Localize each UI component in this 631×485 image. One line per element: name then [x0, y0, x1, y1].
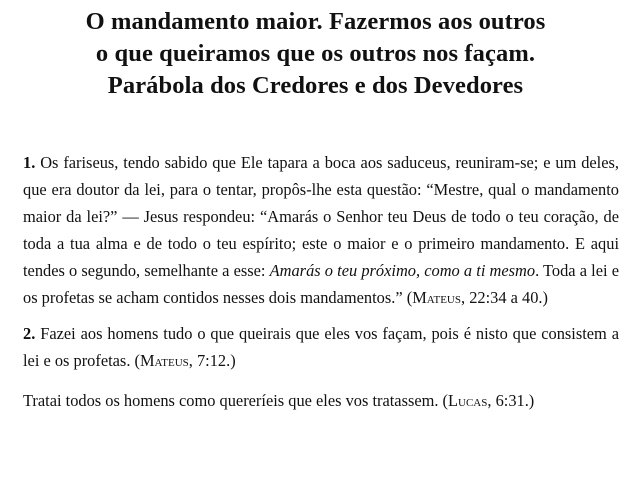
- reference-verse: , 6:31.): [487, 390, 535, 410]
- paragraph-text: Fazei aos homens tudo o que queirais que eles vos façam, pois é nisto que consistem a lei e os profetas. (: [23, 323, 619, 370]
- reference-book: Mateus: [412, 288, 461, 308]
- paragraph-text: Tratai todos os homens como quereríeis que eles vos tratassem. (: [23, 390, 449, 410]
- paragraph-text: . Toda a lei e os profetas se acham contidos nesses dois mandamentos.” (: [23, 261, 619, 308]
- paragraph-number: 1.: [23, 153, 36, 172]
- paragraph-number: 2.: [23, 323, 36, 343]
- reference-book: Lucas: [448, 390, 488, 410]
- paragraph-3: [23, 387, 619, 414]
- reference-verse: , 22:34 a 40.): [461, 288, 548, 308]
- paragraph-text: Os fariseus, tendo sabido que Ele tapara a boca aos saduceus, reuniram-se; e um deles, que era doutor da lei, para o tentar, propôs-lhe esta questão: “Mestre, qual o mandamento maior da lei?” — Jesus respondeu: “Amarás o Senhor teu Deus de todo o teu coração, de toda a tua alma e de todo o teu espírito; este o maior e o primeiro mandamento. E aqui tendes o segundo, semelhante a esse:: [23, 153, 619, 281]
- italic-quote: Amarás o teu próximo, como a ti mesmo: [269, 261, 536, 281]
- reference-book: Mateus: [139, 350, 189, 370]
- paragraph-2: [23, 320, 619, 374]
- document-body: [23, 149, 619, 414]
- reference-verse: , 7:12.): [188, 350, 236, 370]
- page-title: [0, 6, 631, 102]
- title-line-1: O mandamento maior. Fazermos aos outros: [85, 8, 546, 35]
- paragraph-1: [23, 149, 619, 312]
- title-line-3: Parábola dos Credores e dos Devedores: [107, 72, 524, 99]
- title-line-2: o que queiramos que os outros nos façam.: [95, 40, 536, 67]
